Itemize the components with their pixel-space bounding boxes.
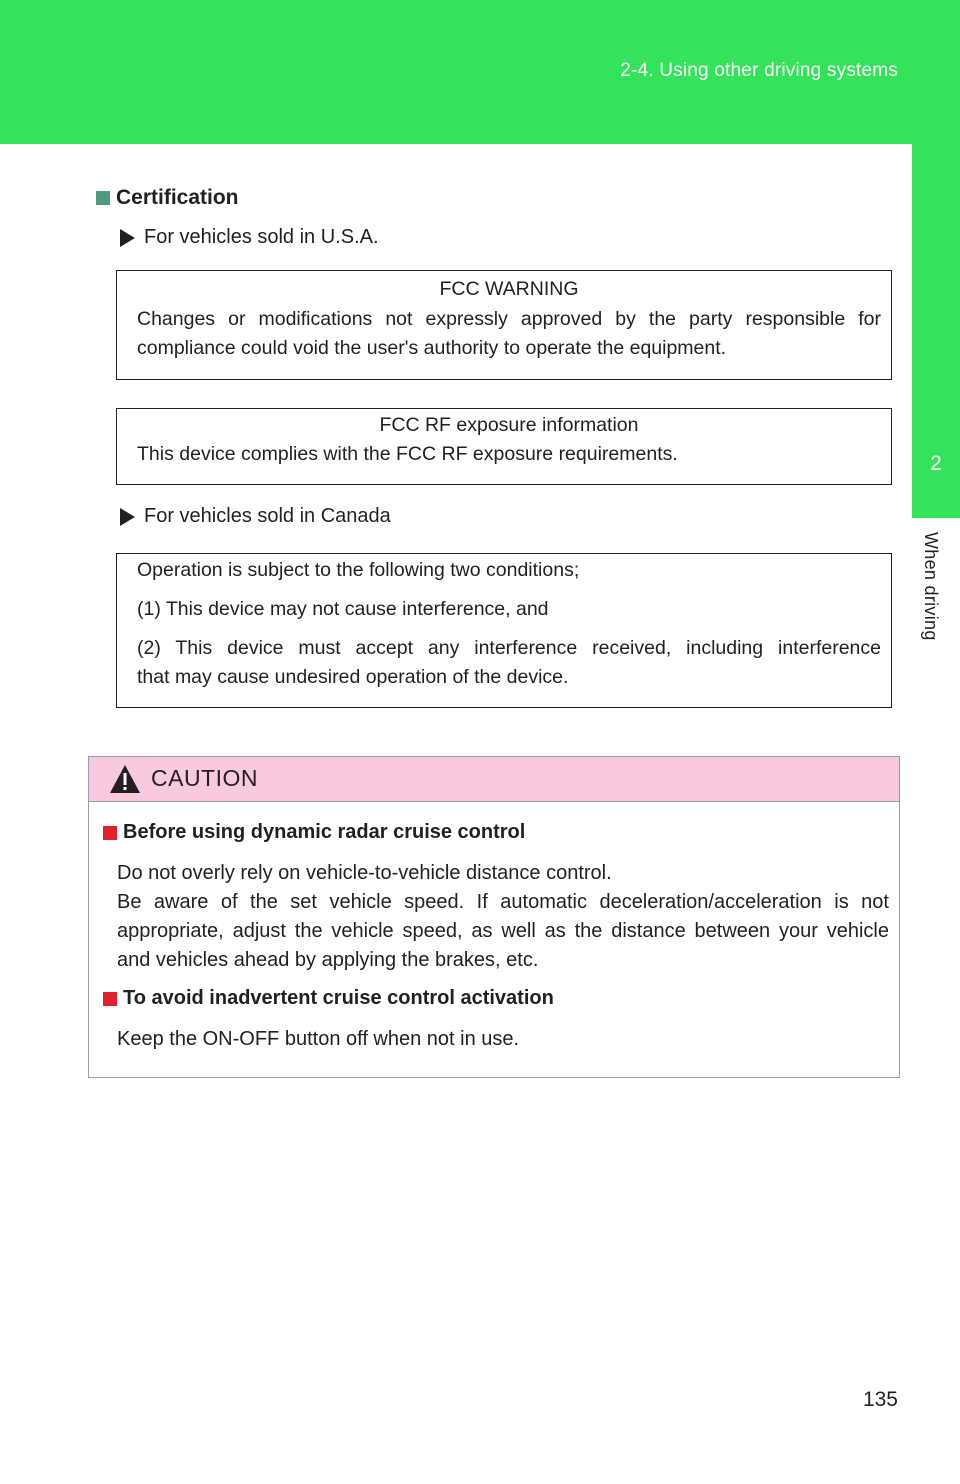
- usa-label: For vehicles sold in U.S.A.: [144, 226, 379, 248]
- canada-line1: Operation is subject to the following two conditions;: [137, 559, 580, 581]
- usa-item: [120, 226, 379, 249]
- caution-1-line3: appropriate, adjust the vehicle speed, as well as the distance between your vehicle: [117, 920, 889, 942]
- canada-box: [116, 553, 892, 708]
- fcc-rf-title: FCC RF exposure information: [379, 414, 639, 436]
- canada-line4: that may cause undesired operation of the device.: [137, 666, 569, 688]
- caution-heading-2: [103, 987, 554, 1010]
- fcc-warning-line2: compliance could void the user's authority to operate the equipment.: [137, 337, 727, 359]
- triangle-arrow-icon: [120, 229, 135, 247]
- canada-item: [120, 505, 391, 528]
- caution-heading-2-text: To avoid inadvertent cruise control activation: [123, 987, 554, 1009]
- caution-1-line4: and vehicles ahead by applying the brakes, etc.: [117, 949, 539, 971]
- caution-body-2: [117, 1025, 889, 1054]
- fcc-rf-text: This device complies with the FCC RF exposure requirements.: [137, 443, 678, 465]
- caution-1-line1: Do not overly rely on vehicle-to-vehicle distance control.: [117, 862, 612, 884]
- canada-line3: (2) This device must accept any interference received, including interference: [137, 637, 881, 659]
- triangle-arrow-icon: [120, 508, 135, 526]
- fcc-warning-title: FCC WARNING: [439, 278, 579, 300]
- certification-heading-text: Certification: [116, 186, 239, 209]
- warning-triangle-icon: [109, 764, 141, 794]
- square-bullet-icon: [103, 826, 117, 840]
- page-header: [0, 0, 960, 144]
- caution-box: [88, 756, 900, 1078]
- certification-heading: [96, 186, 239, 210]
- fcc-rf-box: [116, 408, 892, 485]
- caution-2-line1: Keep the ON-OFF button off when not in use.: [117, 1028, 520, 1050]
- canada-label: For vehicles sold in Canada: [144, 505, 391, 527]
- caution-title: CAUTION: [151, 765, 258, 791]
- page-number: 135: [862, 1388, 898, 1411]
- caution-header: [89, 757, 899, 802]
- square-bullet-icon: [103, 992, 117, 1006]
- fcc-warning-line1: Changes or modifications not expressly approved by the party responsible for: [137, 308, 881, 330]
- square-bullet-icon: [96, 191, 110, 205]
- caution-body-1: [117, 859, 889, 975]
- caution-heading-1-text: Before using dynamic radar cruise control: [123, 821, 526, 843]
- fcc-warning-box: [116, 270, 892, 380]
- caution-1-line2: Be aware of the set vehicle speed. If automatic deceleration/acceleration is not: [117, 891, 889, 913]
- chapter-number: 2: [930, 452, 942, 475]
- canada-line2: (1) This device may not cause interference, and: [137, 598, 549, 620]
- caution-heading-1: [103, 821, 525, 844]
- section-title: 2-4. Using other driving systems: [620, 60, 898, 81]
- chapter-label: When driving: [921, 532, 941, 641]
